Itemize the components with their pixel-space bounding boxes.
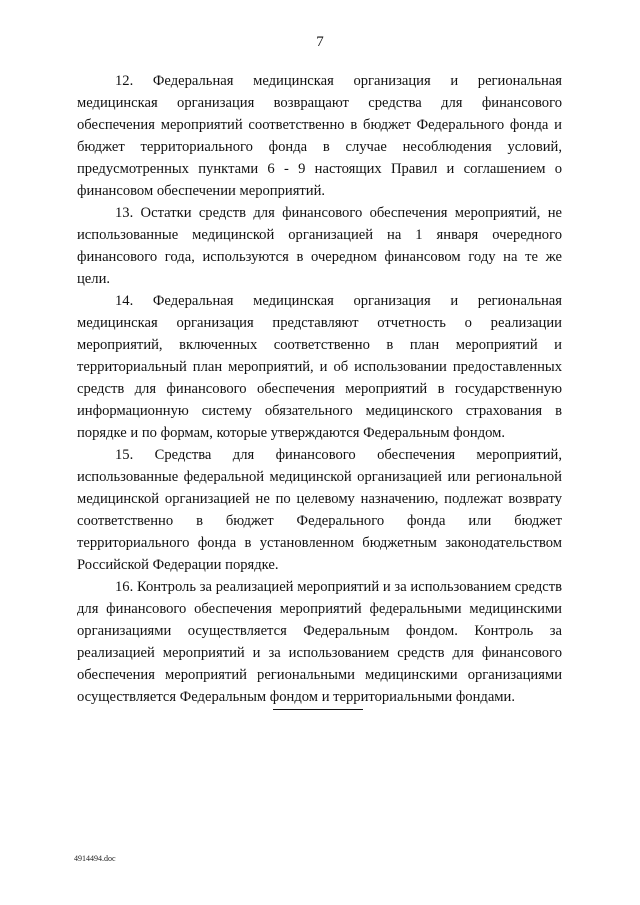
paragraph-13: 13. Остатки средств для финансового обеспечения мероприятий, не использованные медицинской организацией на 1 января очередного финансового года, используются в очередном финансовом году на те же цели. [77, 205, 562, 287]
paragraph-15: 15. Средства для финансового обеспечения мероприятий, использованные федеральной медицинской организацией или региональной медицинской организацией не по целевому назначению, подлежат возврату соответственно в бюджет Федерального фонда или бюджет территориального фонда в установленном бюджетным законодательством Российской Федерации порядке. [77, 447, 562, 573]
document-id: 4914494.doc [74, 854, 116, 863]
paragraph-12: 12. Федеральная медицинская организация и региональная медицинская организация возвращают средства для финансового обеспечения мероприятий соответственно в бюджет Федерального фонда и бюджет территориального фонда в случае несоблюдения условий, предусмотренных пунктами 6 - 9 настоящих Правил и соглашением о финансовом обеспечении мероприятий. [77, 73, 562, 199]
paragraph-16: 16. Контроль за реализацией мероприятий и за использованием средств для финансового обеспечения мероприятий федеральными медицинскими организациями осуществляется Федеральным фондом. Контроль за реализацией мероприятий и за использованием средств для финансового обеспечения мероприятий региональными медицинскими организациями осуществляется Федеральным фондом и территориальными фондами. [77, 579, 562, 705]
end-divider [273, 709, 363, 710]
paragraph-14: 14. Федеральная медицинская организация и региональная медицинская организация представляют отчетность о реализации мероприятий, включенных соответственно в план мероприятий и территориальный план мероприятий, и об использовании предоставленных средств для финансового обеспечения мероприятий в государственную информационную систему обязательного медицинского страхования в порядке и по формам, которые утверждаются Федеральным фондом. [77, 293, 562, 441]
page-number: 7 [316, 34, 324, 50]
document-body [77, 70, 562, 708]
